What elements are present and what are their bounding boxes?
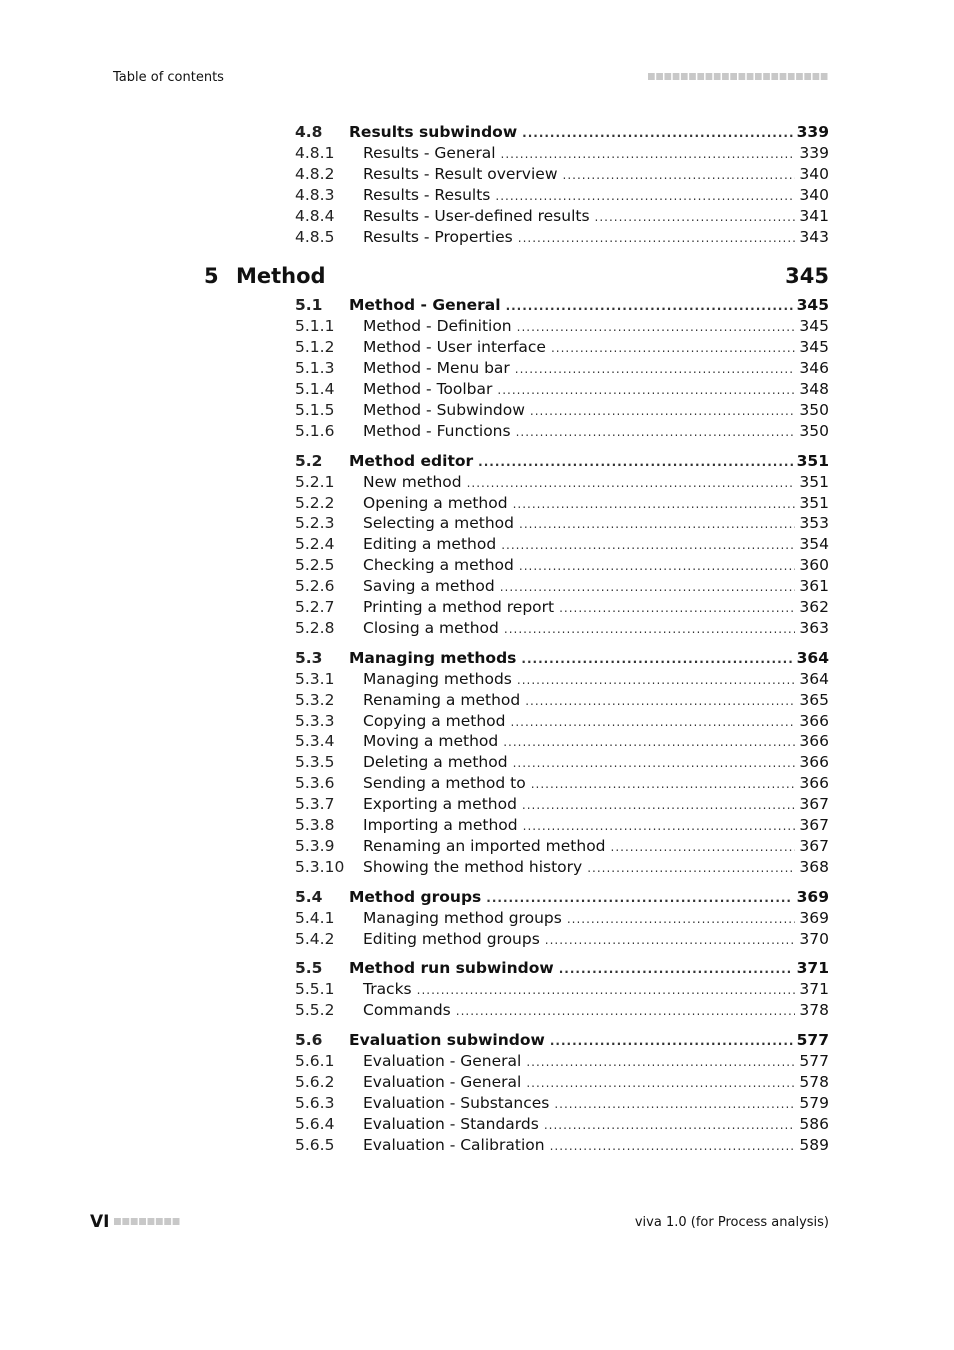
toc-leader-dots bbox=[501, 535, 795, 555]
toc-title: Opening a method bbox=[363, 493, 508, 512]
toc-section[interactable] bbox=[295, 887, 829, 908]
toc-number: 5.2.8 bbox=[295, 618, 335, 637]
toc-leader-dots bbox=[417, 980, 796, 1000]
toc-page-number: 341 bbox=[799, 206, 829, 225]
toc-subsection[interactable] bbox=[295, 316, 829, 337]
toc-leader-dots bbox=[467, 473, 796, 493]
toc-leader-dots bbox=[516, 422, 796, 442]
toc-page-number: 371 bbox=[799, 980, 829, 999]
toc-leader-dots bbox=[559, 598, 795, 618]
toc-page-number: 354 bbox=[799, 535, 829, 554]
toc-leader-dots bbox=[504, 619, 796, 639]
toc-leader-dots bbox=[526, 1052, 795, 1072]
toc-number: 5.2.3 bbox=[295, 514, 335, 533]
toc-number: 5.1.1 bbox=[295, 317, 335, 336]
toc-subsection[interactable] bbox=[295, 513, 829, 534]
toc-page-number: 367 bbox=[799, 836, 829, 855]
toc-title: Results - Properties bbox=[363, 227, 513, 246]
toc-leader-dots bbox=[522, 795, 795, 815]
toc-leader-dots bbox=[486, 888, 792, 908]
toc-page-number: 579 bbox=[799, 1093, 829, 1112]
toc-leader-dots bbox=[500, 577, 796, 597]
toc-subsection[interactable] bbox=[295, 794, 829, 815]
product-name: viva 1.0 (for Process analysis) bbox=[634, 1215, 829, 1230]
toc-title: Results - Results bbox=[363, 185, 491, 204]
page-number-label: VI bbox=[90, 1212, 110, 1232]
toc-number: 5.1.4 bbox=[295, 380, 335, 398]
toc-number: 5.2.1 bbox=[295, 472, 335, 491]
toc-page-number: 369 bbox=[796, 887, 829, 906]
toc-title: Checking a method bbox=[363, 556, 514, 575]
toc-title: Evaluation - Substances bbox=[363, 1093, 550, 1112]
toc-page-number: 340 bbox=[799, 164, 829, 183]
toc-page-number: 364 bbox=[799, 669, 829, 688]
toc-subsection[interactable] bbox=[295, 1114, 829, 1135]
toc-title: Copying a method bbox=[363, 711, 506, 730]
toc-page-number: 361 bbox=[799, 577, 829, 596]
toc-number: 5.5.2 bbox=[295, 1001, 335, 1020]
toc-leader-dots bbox=[518, 228, 796, 248]
toc-number: 5.6.4 bbox=[295, 1114, 335, 1133]
toc-page-number: 360 bbox=[799, 556, 829, 575]
toc-number: 5.3 bbox=[295, 648, 323, 667]
toc-title: Showing the method history bbox=[363, 857, 583, 876]
toc-subsection[interactable] bbox=[295, 669, 829, 690]
toc-leader-dots bbox=[497, 380, 795, 400]
toc-number: 5.6 bbox=[295, 1031, 323, 1050]
toc-leader-dots bbox=[501, 144, 796, 164]
toc-title: Tracks bbox=[363, 980, 412, 999]
toc-page-number: 346 bbox=[799, 359, 829, 378]
toc-leader-dots bbox=[526, 1073, 795, 1093]
toc-title: Method bbox=[236, 264, 326, 289]
toc-number: 5.3.7 bbox=[295, 795, 335, 814]
toc-title: Commands bbox=[363, 1001, 451, 1020]
toc-title: Results - User-defined results bbox=[363, 206, 590, 225]
toc-leader-dots bbox=[517, 670, 796, 690]
toc-page-number: 345 bbox=[796, 296, 829, 315]
toc-title: Method - User interface bbox=[363, 338, 546, 357]
toc-subsection[interactable] bbox=[295, 358, 829, 379]
toc-title: New method bbox=[363, 472, 462, 491]
toc-leader-dots bbox=[567, 909, 796, 929]
toc-leader-dots bbox=[559, 959, 793, 979]
toc-subsection[interactable] bbox=[295, 1072, 829, 1093]
toc-title: Managing methods bbox=[349, 648, 517, 667]
toc-page-number: 370 bbox=[799, 929, 829, 948]
toc-number: 5.3.6 bbox=[295, 774, 335, 793]
toc-page-number: 345 bbox=[799, 338, 829, 357]
toc-page-number: 362 bbox=[799, 598, 829, 616]
toc-subsection[interactable] bbox=[295, 908, 829, 929]
toc-title: Method editor bbox=[349, 451, 474, 470]
toc-subsection[interactable] bbox=[295, 690, 829, 711]
toc-leader-dots bbox=[511, 712, 796, 732]
toc-page-number: 364 bbox=[796, 648, 829, 667]
toc-number: 5.5.1 bbox=[295, 980, 335, 999]
toc-subsection[interactable] bbox=[295, 576, 829, 597]
toc-number: 5.1.3 bbox=[295, 359, 335, 378]
toc-subsection[interactable] bbox=[295, 773, 829, 794]
toc-title: Managing method groups bbox=[363, 908, 562, 927]
toc-subsection[interactable] bbox=[295, 815, 829, 836]
toc-subsection[interactable] bbox=[295, 731, 829, 752]
toc-page-number: 577 bbox=[799, 1052, 829, 1070]
header-decoration-squares bbox=[648, 73, 829, 80]
footer-decoration-squares bbox=[114, 1218, 181, 1225]
toc-title: Closing a method bbox=[363, 618, 499, 637]
toc-leader-dots bbox=[513, 494, 796, 514]
toc-leader-dots bbox=[519, 514, 795, 534]
toc-subsection[interactable] bbox=[295, 379, 829, 400]
toc-number: 4.8 bbox=[295, 123, 323, 141]
toc-leader-dots bbox=[531, 774, 796, 794]
toc-page-number: 367 bbox=[799, 795, 829, 814]
toc-number: 5.6.2 bbox=[295, 1072, 335, 1091]
toc-page-number: 348 bbox=[799, 380, 829, 398]
toc-subsection[interactable] bbox=[295, 836, 829, 857]
toc-number: 5.4 bbox=[295, 887, 323, 906]
toc-subsection[interactable] bbox=[295, 534, 829, 555]
toc-title: Results subwindow bbox=[349, 123, 518, 141]
toc-title: Method - Subwindow bbox=[363, 400, 525, 419]
toc-number: 5.6.1 bbox=[295, 1052, 335, 1070]
toc-leader-dots bbox=[519, 556, 796, 576]
toc-number: 4.8.5 bbox=[295, 227, 335, 246]
toc-page-number: 367 bbox=[799, 816, 829, 834]
toc-section[interactable] bbox=[295, 958, 829, 979]
toc-page-number: 345 bbox=[785, 264, 829, 289]
toc-number: 4.8.1 bbox=[295, 143, 335, 162]
toc-number: 5.3.9 bbox=[295, 836, 335, 855]
toc-leader-dots bbox=[513, 753, 796, 773]
toc-title: Evaluation - Standards bbox=[363, 1114, 539, 1133]
toc-subsection[interactable] bbox=[295, 206, 829, 227]
toc-page-number: 578 bbox=[799, 1072, 829, 1091]
toc-number: 5.2.7 bbox=[295, 598, 335, 616]
toc-title: Editing a method bbox=[363, 535, 497, 554]
toc-leader-dots bbox=[595, 207, 796, 227]
toc-page-number: 369 bbox=[799, 908, 829, 927]
toc-title: Saving a method bbox=[363, 577, 495, 596]
toc-section[interactable] bbox=[295, 1030, 829, 1051]
toc-number: 5.2.5 bbox=[295, 556, 335, 575]
toc-title: Sending a method to bbox=[363, 774, 526, 793]
toc-section[interactable] bbox=[295, 648, 829, 669]
toc-subsection[interactable] bbox=[295, 164, 829, 185]
toc-page-number: 351 bbox=[796, 451, 829, 470]
toc-title: Method run subwindow bbox=[349, 959, 554, 978]
toc-title: Evaluation subwindow bbox=[349, 1031, 545, 1050]
toc-leader-dots bbox=[530, 401, 796, 421]
toc-page-number: 339 bbox=[799, 143, 829, 162]
toc-number: 4.8.4 bbox=[295, 206, 335, 225]
toc-number: 5.3.4 bbox=[295, 732, 335, 751]
toc-subsection[interactable] bbox=[295, 597, 829, 618]
toc-subsection[interactable] bbox=[295, 711, 829, 732]
toc-page-number: 350 bbox=[799, 421, 829, 440]
toc-leader-dots bbox=[517, 317, 796, 337]
toc-subsection[interactable] bbox=[295, 979, 829, 1000]
toc-title: Method - General bbox=[349, 296, 501, 315]
toc-title: Printing a method report bbox=[363, 598, 555, 616]
toc-page-number: 351 bbox=[799, 493, 829, 512]
toc-subsection[interactable] bbox=[295, 1051, 829, 1072]
toc-subsection[interactable] bbox=[295, 752, 829, 773]
toc-leader-dots bbox=[523, 816, 796, 836]
toc-subsection[interactable] bbox=[295, 1135, 829, 1156]
toc-leader-dots bbox=[456, 1001, 796, 1021]
toc-leader-dots bbox=[545, 930, 796, 950]
toc-page-number: 366 bbox=[799, 753, 829, 772]
toc-leader-dots bbox=[551, 338, 795, 358]
toc-page-number: 378 bbox=[799, 1001, 829, 1020]
toc-section[interactable] bbox=[295, 122, 829, 143]
toc-title: Results - Result overview bbox=[363, 164, 558, 183]
toc-leader-dots bbox=[554, 1094, 795, 1114]
toc-subsection[interactable] bbox=[295, 929, 829, 950]
toc-page-number: 353 bbox=[799, 514, 829, 533]
toc-subsection[interactable] bbox=[295, 1000, 829, 1021]
toc-title: Method - Menu bar bbox=[363, 359, 510, 378]
toc-subsection[interactable] bbox=[295, 227, 829, 248]
toc-leader-dots bbox=[478, 452, 792, 472]
toc-page-number: 589 bbox=[799, 1135, 829, 1154]
toc-title: Importing a method bbox=[363, 816, 518, 834]
toc-leader-dots bbox=[503, 732, 795, 752]
toc-title: Renaming an imported method bbox=[363, 836, 606, 855]
toc-leader-dots bbox=[525, 691, 795, 711]
toc-leader-dots bbox=[495, 186, 795, 206]
toc-number: 4.8.3 bbox=[295, 185, 335, 204]
toc-number: 5.1 bbox=[295, 296, 323, 315]
toc-title: Moving a method bbox=[363, 732, 499, 751]
toc-subsection[interactable] bbox=[295, 185, 829, 206]
toc-page-number: 577 bbox=[796, 1031, 829, 1050]
toc-title: Evaluation - Calibration bbox=[363, 1135, 545, 1154]
toc-number: 5.3.1 bbox=[295, 669, 335, 688]
toc-number: 5.3.3 bbox=[295, 711, 335, 730]
toc-subsection[interactable] bbox=[295, 555, 829, 576]
toc-page-number: 350 bbox=[799, 400, 829, 419]
toc-title: Renaming a method bbox=[363, 690, 521, 709]
toc-number: 5.4.1 bbox=[295, 908, 335, 927]
toc-title: Method - Definition bbox=[363, 317, 512, 336]
toc-number: 5.3.10 bbox=[295, 857, 345, 876]
toc-section[interactable] bbox=[295, 451, 829, 472]
toc-page-number: 343 bbox=[799, 227, 829, 246]
toc-leader-dots bbox=[550, 1031, 793, 1051]
toc-subsection[interactable] bbox=[295, 493, 829, 514]
toc-title: Selecting a method bbox=[363, 514, 514, 533]
toc-leader-dots bbox=[515, 359, 796, 379]
toc-title: Editing method groups bbox=[363, 929, 540, 948]
toc-leader-dots bbox=[550, 1136, 796, 1156]
toc-page-number: 366 bbox=[799, 774, 829, 793]
toc-leader-dots bbox=[587, 858, 795, 878]
toc-section[interactable] bbox=[295, 295, 829, 316]
toc-leader-dots bbox=[563, 165, 796, 185]
toc-page-number: 366 bbox=[799, 732, 829, 751]
toc-number: 5.3.8 bbox=[295, 816, 335, 834]
toc-leader-dots bbox=[506, 296, 793, 316]
toc-subsection[interactable] bbox=[295, 400, 829, 421]
toc-title: Managing methods bbox=[363, 669, 512, 688]
toc-title: Evaluation - General bbox=[363, 1072, 522, 1091]
toc-title: Results - General bbox=[363, 143, 496, 162]
toc-number: 5.6.5 bbox=[295, 1135, 335, 1154]
toc-number: 5.2.4 bbox=[295, 535, 335, 554]
toc-subsection[interactable] bbox=[295, 472, 829, 493]
toc-title: Method - Functions bbox=[363, 421, 511, 440]
toc-number: 5.2.2 bbox=[295, 493, 335, 512]
toc-page-number: 351 bbox=[799, 472, 829, 491]
toc-subsection[interactable] bbox=[295, 421, 829, 442]
toc-number: 5.3.5 bbox=[295, 753, 335, 772]
toc-leader-dots bbox=[522, 123, 793, 143]
toc-subsection[interactable] bbox=[295, 1093, 829, 1114]
toc-subsection[interactable] bbox=[295, 337, 829, 358]
running-header-title: Table of contents bbox=[113, 70, 224, 85]
toc-subsection[interactable] bbox=[295, 143, 829, 164]
toc-title: Deleting a method bbox=[363, 753, 508, 772]
toc-leader-dots bbox=[611, 837, 796, 857]
toc-number: 5.6.3 bbox=[295, 1093, 335, 1112]
toc-page-number: 371 bbox=[796, 959, 829, 978]
toc-number: 4.8.2 bbox=[295, 164, 335, 183]
toc-number: 5.1.2 bbox=[295, 338, 335, 357]
toc-subsection[interactable] bbox=[295, 618, 829, 639]
toc-title: Exporting a method bbox=[363, 795, 517, 814]
toc-leader-dots bbox=[521, 649, 792, 669]
toc-page-number: 363 bbox=[799, 618, 829, 637]
toc-number: 5.5 bbox=[295, 959, 323, 978]
toc-chapter[interactable] bbox=[204, 264, 829, 290]
toc-number: 5.2.6 bbox=[295, 577, 335, 596]
toc-number: 5.2 bbox=[295, 451, 323, 470]
toc-page-number: 366 bbox=[799, 711, 829, 730]
toc-page-number: 586 bbox=[799, 1114, 829, 1133]
toc-page-number: 368 bbox=[799, 857, 829, 876]
toc-number: 5.1.5 bbox=[295, 400, 335, 419]
toc-page-number: 365 bbox=[799, 690, 829, 709]
toc-leader-dots bbox=[544, 1115, 796, 1135]
toc-title: Method groups bbox=[349, 887, 482, 906]
toc-number: 5.1.6 bbox=[295, 421, 335, 440]
toc-number: 5.3.2 bbox=[295, 690, 335, 709]
toc-subsection[interactable] bbox=[295, 857, 829, 878]
toc-page-number: 339 bbox=[796, 123, 829, 141]
toc-title: Method - Toolbar bbox=[363, 380, 493, 398]
toc-title: Evaluation - General bbox=[363, 1052, 522, 1070]
toc-number: 5 bbox=[204, 264, 219, 289]
toc-number: 5.4.2 bbox=[295, 929, 335, 948]
toc-page-number: 340 bbox=[799, 185, 829, 204]
toc-page-number: 345 bbox=[799, 317, 829, 336]
